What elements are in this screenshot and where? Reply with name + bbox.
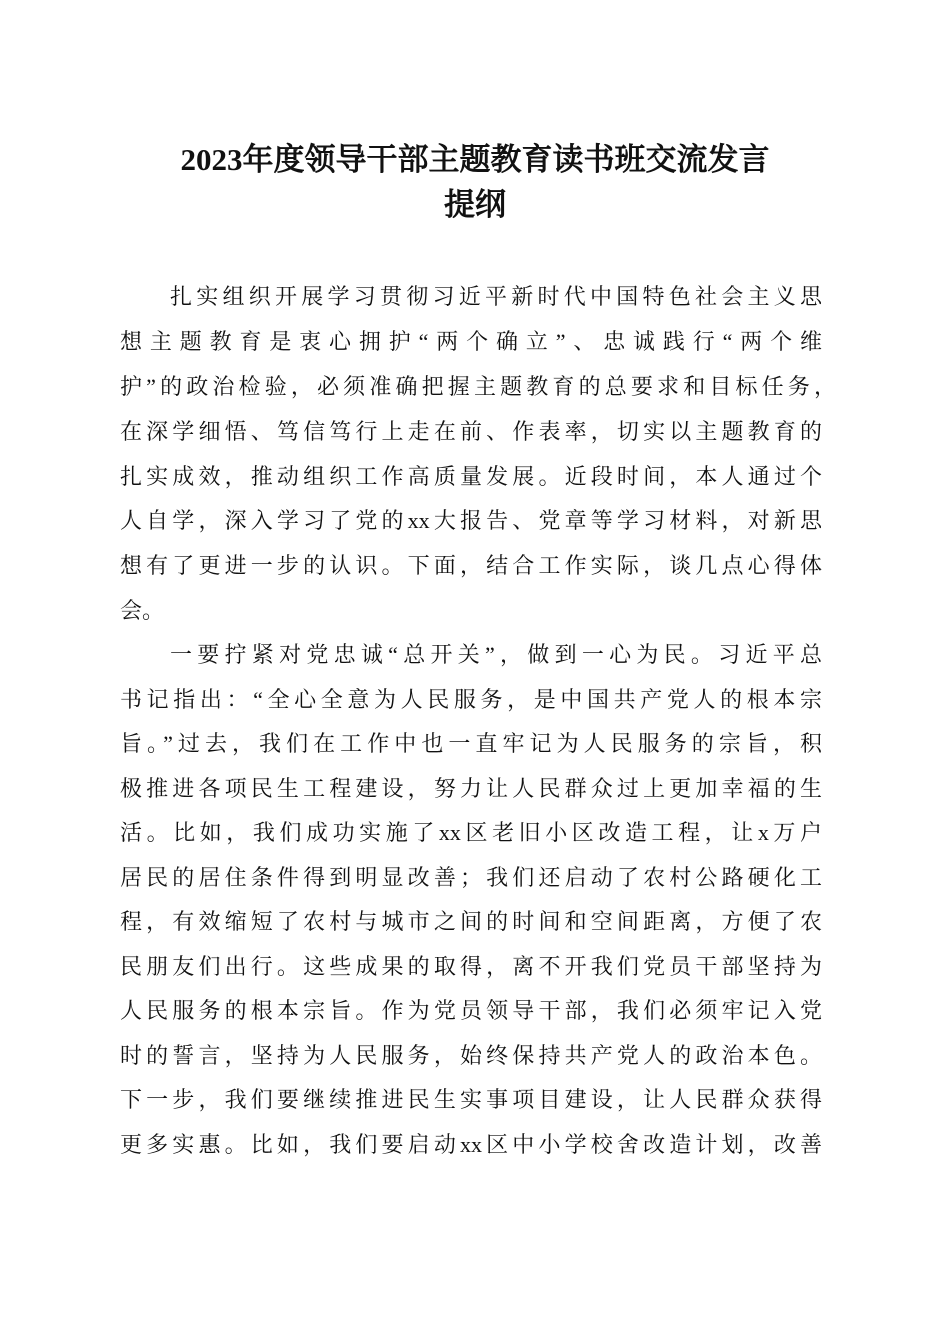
text-line: 在深学细悟、笃信笃行上走在前、作表率，切实以主题教育的 <box>120 419 822 444</box>
text-line: 书记指出：“全心全意为人民服务，是中国共产党人的根本宗 <box>120 687 822 712</box>
text-line: 极推进各项民生工程建设，努力让人民群众过上更加幸福的生 <box>120 776 822 801</box>
text-line: 活。比如，我们成功实施了xx区老旧小区改造工程，让x万户 <box>120 820 822 845</box>
text-line: 程，有效缩短了农村与城市之间的时间和空间距离，方便了农 <box>120 909 822 934</box>
text-line: 旨。”过去，我们在工作中也一直牢记为人民服务的宗旨，积 <box>120 731 822 756</box>
text-line: 一要拧紧对党忠诚“总开关”，做到一心为民。习近平总 <box>170 642 822 667</box>
text-line: 居民的居住条件得到明显改善；我们还启动了农村公路硬化工 <box>120 865 822 890</box>
document-title-line-1: 2023年度领导干部主题教育读书班交流发言 <box>180 142 770 177</box>
text-line: 时的誓言，坚持为人民服务，始终保持共产党人的政治本色。 <box>120 1043 822 1068</box>
text-line: 想有了更进一步的认识。下面，结合工作实际，谈几点心得体 <box>120 553 822 578</box>
text-line: 下一步，我们要继续推进民生实事项目建设，让人民群众获得 <box>120 1087 822 1112</box>
text-line: 更多实惠。比如，我们要启动xx区中小学校舍改造计划，改善 <box>120 1132 822 1157</box>
text-line: 人民服务的根本宗旨。作为党员领导干部，我们必须牢记入党 <box>120 998 822 1023</box>
text-line: 扎实组织开展学习贯彻习近平新时代中国特色社会主义思 <box>170 284 822 309</box>
text-line: 人自学，深入学习了党的xx大报告、党章等学习材料，对新思 <box>120 508 822 533</box>
text-line: 会。 <box>120 598 165 623</box>
text-line: 想主题教育是衷心拥护“两个确立”、忠诚践行“两个维 <box>120 329 822 354</box>
text-line: 扎实成效，推动组织工作高质量发展。近段时间，本人通过个 <box>120 464 822 489</box>
text-line: 民朋友们出行。这些成果的取得，离不开我们党员干部坚持为 <box>120 954 822 979</box>
text-line: 护”的政治检验，必须准确把握主题教育的总要求和目标任务， <box>120 374 836 399</box>
document-title-line-2: 提纲 <box>444 187 506 222</box>
